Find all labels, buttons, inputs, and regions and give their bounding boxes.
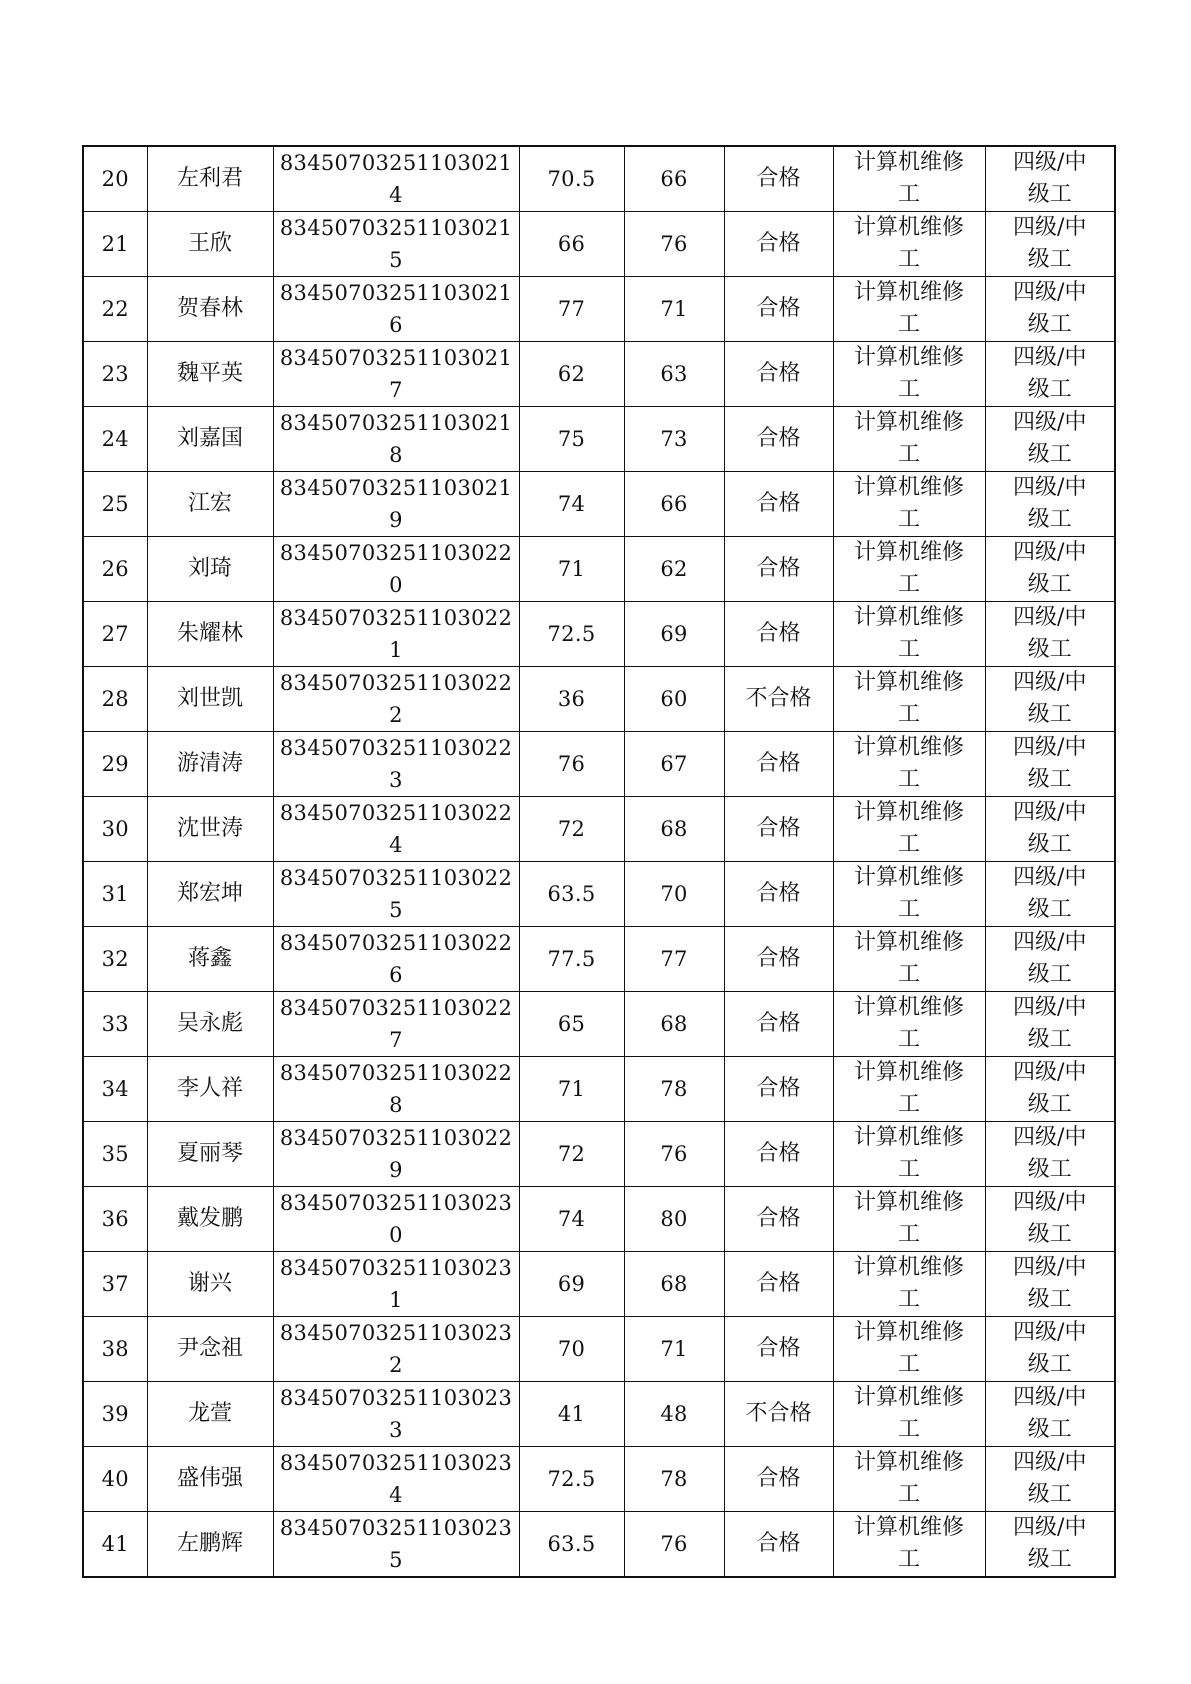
certificate-number-cell: 834507032511030219 <box>273 472 519 537</box>
candidate-name-cell: 蒋鑫 <box>147 927 273 992</box>
practical-score-cell: 62 <box>624 537 724 602</box>
theory-score-cell: 66 <box>519 212 624 277</box>
candidate-name-cell: 刘世凯 <box>147 667 273 732</box>
row-number-cell: 24 <box>83 407 147 472</box>
result-cell: 合格 <box>724 602 833 667</box>
table-row <box>83 1252 1115 1317</box>
result-cell: 合格 <box>724 277 833 342</box>
practical-score-cell: 78 <box>624 1447 724 1512</box>
practical-score-cell: 73 <box>624 407 724 472</box>
candidate-name-cell: 游清涛 <box>147 732 273 797</box>
result-cell: 合格 <box>724 472 833 537</box>
theory-score-cell: 62 <box>519 342 624 407</box>
practical-score-cell: 78 <box>624 1057 724 1122</box>
row-number-cell: 33 <box>83 992 147 1057</box>
occupation-cell: 计算机维修工 <box>833 992 985 1057</box>
table-row <box>83 277 1115 342</box>
table-row <box>83 1187 1115 1252</box>
level-cell: 四级/中级工 <box>985 146 1115 212</box>
theory-score-cell: 77 <box>519 277 624 342</box>
table-row <box>83 537 1115 602</box>
result-cell: 合格 <box>724 1122 833 1187</box>
theory-score-cell: 72 <box>519 1122 624 1187</box>
table-row <box>83 1317 1115 1382</box>
result-cell: 不合格 <box>724 1382 833 1447</box>
result-cell: 合格 <box>724 1252 833 1317</box>
level-cell: 四级/中级工 <box>985 992 1115 1057</box>
practical-score-cell: 48 <box>624 1382 724 1447</box>
practical-score-cell: 68 <box>624 992 724 1057</box>
result-cell: 合格 <box>724 1187 833 1252</box>
result-cell: 合格 <box>724 927 833 992</box>
occupation-cell: 计算机维修工 <box>833 1382 985 1447</box>
row-number-cell: 34 <box>83 1057 147 1122</box>
certificate-number-cell: 834507032511030225 <box>273 862 519 927</box>
result-cell: 合格 <box>724 1057 833 1122</box>
candidate-name-cell: 沈世涛 <box>147 797 273 862</box>
row-number-cell: 21 <box>83 212 147 277</box>
candidate-name-cell: 夏丽琴 <box>147 1122 273 1187</box>
occupation-cell: 计算机维修工 <box>833 1057 985 1122</box>
level-cell: 四级/中级工 <box>985 602 1115 667</box>
certificate-number-cell: 834507032511030232 <box>273 1317 519 1382</box>
theory-score-cell: 63.5 <box>519 1512 624 1578</box>
occupation-cell: 计算机维修工 <box>833 1512 985 1578</box>
table-row <box>83 1382 1115 1447</box>
occupation-cell: 计算机维修工 <box>833 667 985 732</box>
candidate-name-cell: 谢兴 <box>147 1252 273 1317</box>
level-cell: 四级/中级工 <box>985 1122 1115 1187</box>
occupation-cell: 计算机维修工 <box>833 342 985 407</box>
level-cell: 四级/中级工 <box>985 797 1115 862</box>
certificate-number-cell: 834507032511030229 <box>273 1122 519 1187</box>
level-cell: 四级/中级工 <box>985 862 1115 927</box>
result-cell: 合格 <box>724 407 833 472</box>
certificate-number-cell: 834507032511030218 <box>273 407 519 472</box>
row-number-cell: 22 <box>83 277 147 342</box>
result-cell: 合格 <box>724 1447 833 1512</box>
level-cell: 四级/中级工 <box>985 1187 1115 1252</box>
row-number-cell: 25 <box>83 472 147 537</box>
occupation-cell: 计算机维修工 <box>833 212 985 277</box>
theory-score-cell: 71 <box>519 537 624 602</box>
candidate-name-cell: 左利君 <box>147 146 273 212</box>
certificate-number-cell: 834507032511030231 <box>273 1252 519 1317</box>
candidate-name-cell: 郑宏坤 <box>147 862 273 927</box>
level-cell: 四级/中级工 <box>985 1447 1115 1512</box>
theory-score-cell: 72.5 <box>519 1447 624 1512</box>
occupation-cell: 计算机维修工 <box>833 1122 985 1187</box>
candidate-name-cell: 李人祥 <box>147 1057 273 1122</box>
occupation-cell: 计算机维修工 <box>833 472 985 537</box>
practical-score-cell: 76 <box>624 212 724 277</box>
row-number-cell: 31 <box>83 862 147 927</box>
table-row <box>83 212 1115 277</box>
result-cell: 合格 <box>724 537 833 602</box>
result-cell: 合格 <box>724 797 833 862</box>
certificate-number-cell: 834507032511030222 <box>273 667 519 732</box>
level-cell: 四级/中级工 <box>985 342 1115 407</box>
certificate-number-cell: 834507032511030224 <box>273 797 519 862</box>
certificate-number-cell: 834507032511030221 <box>273 602 519 667</box>
result-cell: 合格 <box>724 212 833 277</box>
row-number-cell: 35 <box>83 1122 147 1187</box>
level-cell: 四级/中级工 <box>985 1512 1115 1578</box>
theory-score-cell: 63.5 <box>519 862 624 927</box>
row-number-cell: 40 <box>83 1447 147 1512</box>
certificate-number-cell: 834507032511030234 <box>273 1447 519 1512</box>
row-number-cell: 29 <box>83 732 147 797</box>
table-row <box>83 667 1115 732</box>
theory-score-cell: 69 <box>519 1252 624 1317</box>
practical-score-cell: 76 <box>624 1122 724 1187</box>
practical-score-cell: 67 <box>624 732 724 797</box>
occupation-cell: 计算机维修工 <box>833 732 985 797</box>
certificate-number-cell: 834507032511030217 <box>273 342 519 407</box>
occupation-cell: 计算机维修工 <box>833 277 985 342</box>
row-number-cell: 38 <box>83 1317 147 1382</box>
table-row <box>83 862 1115 927</box>
row-number-cell: 30 <box>83 797 147 862</box>
certificate-number-cell: 834507032511030228 <box>273 1057 519 1122</box>
theory-score-cell: 74 <box>519 1187 624 1252</box>
theory-score-cell: 76 <box>519 732 624 797</box>
practical-score-cell: 60 <box>624 667 724 732</box>
row-number-cell: 28 <box>83 667 147 732</box>
certificate-number-cell: 834507032511030226 <box>273 927 519 992</box>
candidate-name-cell: 王欣 <box>147 212 273 277</box>
candidate-name-cell: 盛伟强 <box>147 1447 273 1512</box>
result-cell: 不合格 <box>724 667 833 732</box>
occupation-cell: 计算机维修工 <box>833 1187 985 1252</box>
row-number-cell: 23 <box>83 342 147 407</box>
row-number-cell: 27 <box>83 602 147 667</box>
level-cell: 四级/中级工 <box>985 407 1115 472</box>
results-table <box>82 145 1116 1578</box>
result-cell: 合格 <box>724 1512 833 1578</box>
theory-score-cell: 70.5 <box>519 146 624 212</box>
result-cell: 合格 <box>724 992 833 1057</box>
level-cell: 四级/中级工 <box>985 1382 1115 1447</box>
theory-score-cell: 70 <box>519 1317 624 1382</box>
occupation-cell: 计算机维修工 <box>833 602 985 667</box>
practical-score-cell: 68 <box>624 1252 724 1317</box>
theory-score-cell: 65 <box>519 992 624 1057</box>
practical-score-cell: 63 <box>624 342 724 407</box>
occupation-cell: 计算机维修工 <box>833 407 985 472</box>
row-number-cell: 41 <box>83 1512 147 1578</box>
practical-score-cell: 66 <box>624 146 724 212</box>
table-row <box>83 1122 1115 1187</box>
candidate-name-cell: 刘琦 <box>147 537 273 602</box>
level-cell: 四级/中级工 <box>985 472 1115 537</box>
level-cell: 四级/中级工 <box>985 732 1115 797</box>
practical-score-cell: 77 <box>624 927 724 992</box>
result-cell: 合格 <box>724 732 833 797</box>
theory-score-cell: 41 <box>519 1382 624 1447</box>
table-row <box>83 1447 1115 1512</box>
certificate-number-cell: 834507032511030235 <box>273 1512 519 1578</box>
theory-score-cell: 75 <box>519 407 624 472</box>
occupation-cell: 计算机维修工 <box>833 1447 985 1512</box>
level-cell: 四级/中级工 <box>985 537 1115 602</box>
practical-score-cell: 80 <box>624 1187 724 1252</box>
result-cell: 合格 <box>724 862 833 927</box>
level-cell: 四级/中级工 <box>985 277 1115 342</box>
theory-score-cell: 71 <box>519 1057 624 1122</box>
candidate-name-cell: 龙萱 <box>147 1382 273 1447</box>
certificate-number-cell: 834507032511030214 <box>273 146 519 212</box>
occupation-cell: 计算机维修工 <box>833 1252 985 1317</box>
practical-score-cell: 68 <box>624 797 724 862</box>
theory-score-cell: 74 <box>519 472 624 537</box>
row-number-cell: 32 <box>83 927 147 992</box>
table-row <box>83 472 1115 537</box>
row-number-cell: 26 <box>83 537 147 602</box>
table-body <box>83 146 1115 1577</box>
level-cell: 四级/中级工 <box>985 1317 1115 1382</box>
table-row <box>83 1512 1115 1578</box>
result-cell: 合格 <box>724 146 833 212</box>
row-number-cell: 36 <box>83 1187 147 1252</box>
occupation-cell: 计算机维修工 <box>833 537 985 602</box>
table-row <box>83 992 1115 1057</box>
table-row <box>83 797 1115 862</box>
certificate-number-cell: 834507032511030215 <box>273 212 519 277</box>
practical-score-cell: 70 <box>624 862 724 927</box>
certificate-number-cell: 834507032511030220 <box>273 537 519 602</box>
candidate-name-cell: 魏平英 <box>147 342 273 407</box>
level-cell: 四级/中级工 <box>985 212 1115 277</box>
table-row <box>83 1057 1115 1122</box>
candidate-name-cell: 吴永彪 <box>147 992 273 1057</box>
occupation-cell: 计算机维修工 <box>833 797 985 862</box>
candidate-name-cell: 左鹏辉 <box>147 1512 273 1578</box>
practical-score-cell: 66 <box>624 472 724 537</box>
table-row <box>83 407 1115 472</box>
row-number-cell: 20 <box>83 146 147 212</box>
level-cell: 四级/中级工 <box>985 667 1115 732</box>
occupation-cell: 计算机维修工 <box>833 1317 985 1382</box>
candidate-name-cell: 尹念祖 <box>147 1317 273 1382</box>
table-row <box>83 732 1115 797</box>
row-number-cell: 39 <box>83 1382 147 1447</box>
table-row <box>83 146 1115 212</box>
occupation-cell: 计算机维修工 <box>833 146 985 212</box>
certificate-number-cell: 834507032511030230 <box>273 1187 519 1252</box>
certificate-number-cell: 834507032511030233 <box>273 1382 519 1447</box>
result-cell: 合格 <box>724 1317 833 1382</box>
practical-score-cell: 69 <box>624 602 724 667</box>
level-cell: 四级/中级工 <box>985 927 1115 992</box>
certificate-number-cell: 834507032511030227 <box>273 992 519 1057</box>
practical-score-cell: 71 <box>624 277 724 342</box>
theory-score-cell: 72.5 <box>519 602 624 667</box>
level-cell: 四级/中级工 <box>985 1252 1115 1317</box>
occupation-cell: 计算机维修工 <box>833 862 985 927</box>
level-cell: 四级/中级工 <box>985 1057 1115 1122</box>
certificate-number-cell: 834507032511030223 <box>273 732 519 797</box>
candidate-name-cell: 江宏 <box>147 472 273 537</box>
theory-score-cell: 77.5 <box>519 927 624 992</box>
practical-score-cell: 76 <box>624 1512 724 1578</box>
candidate-name-cell: 朱耀林 <box>147 602 273 667</box>
occupation-cell: 计算机维修工 <box>833 927 985 992</box>
practical-score-cell: 71 <box>624 1317 724 1382</box>
theory-score-cell: 36 <box>519 667 624 732</box>
row-number-cell: 37 <box>83 1252 147 1317</box>
theory-score-cell: 72 <box>519 797 624 862</box>
candidate-name-cell: 戴发鹏 <box>147 1187 273 1252</box>
certificate-number-cell: 834507032511030216 <box>273 277 519 342</box>
table-row <box>83 342 1115 407</box>
result-cell: 合格 <box>724 342 833 407</box>
candidate-name-cell: 刘嘉国 <box>147 407 273 472</box>
table-row <box>83 927 1115 992</box>
candidate-name-cell: 贺春林 <box>147 277 273 342</box>
table-row <box>83 602 1115 667</box>
